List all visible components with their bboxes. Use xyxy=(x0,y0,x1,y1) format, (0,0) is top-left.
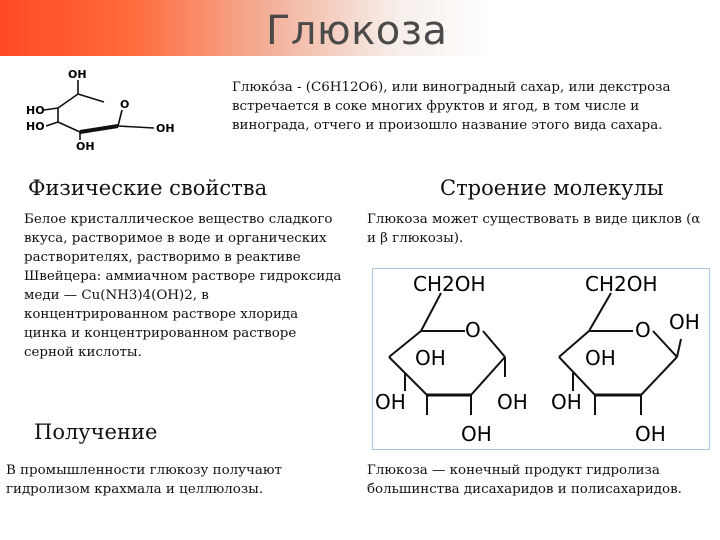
beta-oh-left: OH xyxy=(551,390,582,414)
intro-text: Глюко́за - (C6H12O6), или виноградный сахар, или декстроза встречается в соке многих фруктов и ягод, в том числе и винограда, отчего и произошло название этого вида сахара. xyxy=(232,80,671,133)
beta-oh-mid: OH xyxy=(585,346,616,370)
page-title: Глюкоза xyxy=(266,8,448,54)
alpha-o: O xyxy=(465,318,481,342)
label-ho-1: HO xyxy=(26,104,45,117)
hydrolysis-text: Глюкоза — конечный продукт гидролиза большинства дисахаридов и полисахаридов. xyxy=(367,463,682,497)
alpha-oh-bottom: OH xyxy=(461,422,492,446)
physical-text: Белое кристаллическое вещество сладкого вкуса, растворимое в воде и органических растворителях, растворимо в реактиве Швейцера: аммиачном растворе гидроксида меди — Cu(NH3)4(OH)2, в концентрированном растворе хлорида цинка и концентрированном растворе серной кислоты. xyxy=(24,212,342,360)
label-oh-right: OH xyxy=(156,122,175,135)
physical-heading: Физические свойства xyxy=(28,176,268,200)
label-ho-2: HO xyxy=(26,120,45,133)
production-heading: Получение xyxy=(34,420,158,444)
label-oh-bottom: OH xyxy=(76,140,95,153)
structure-text: Глюкоза может существовать в виде циклов (α и β глюкозы). xyxy=(367,212,701,246)
structure-heading: Строение молекулы xyxy=(440,176,664,200)
production-text: В промышленности глюкозу получают гидролизом крахмала и целлюлозы. xyxy=(6,463,282,497)
alpha-oh-left: OH xyxy=(375,390,406,414)
beta-o: O xyxy=(635,318,651,342)
label-o-ring: O xyxy=(120,98,130,111)
glucose-cycles-svg xyxy=(373,269,709,449)
alpha-oh-mid: OH xyxy=(415,346,446,370)
label-oh-top: OH xyxy=(68,68,87,81)
alpha-oh-right: OH xyxy=(497,390,528,414)
beta-oh-bottom: OH xyxy=(635,422,666,446)
glucose-structure-small xyxy=(22,66,202,156)
beta-ch2oh: CH2OH xyxy=(585,272,658,296)
beta-oh-top-right: OH xyxy=(669,310,700,334)
glucose-cycles-figure xyxy=(372,268,710,450)
alpha-ch2oh: CH2OH xyxy=(413,272,486,296)
